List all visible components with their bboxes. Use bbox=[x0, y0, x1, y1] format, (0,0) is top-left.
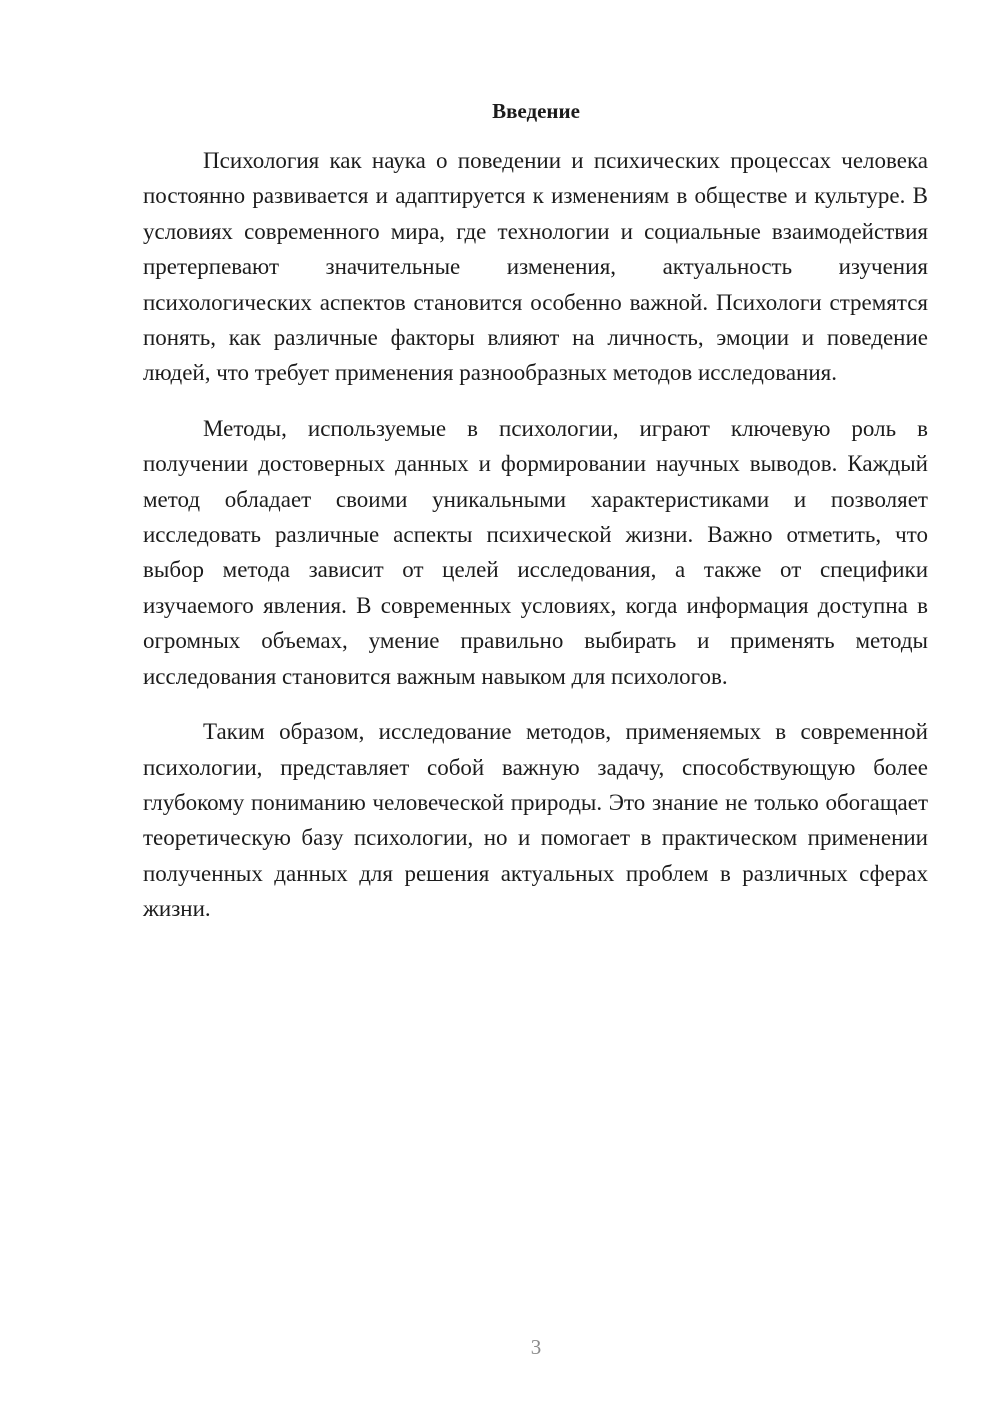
page-number: 3 bbox=[530, 1335, 542, 1359]
body-text bbox=[143, 143, 928, 947]
paragraph-1: Психология как наука о поведении и психических процессах человека постоянно развивается и адаптируется к изменениям в обществе и культуре. В условиях современного мира, где технологии и социальные взаимодействия претерпевают значительные изменения, актуальность изучения психологических аспектов становится особенно важной. Психологи стремятся понять, как различные факторы влияют на личность, эмоции и поведение людей, что требует применения разнообразных методов исследования. bbox=[143, 148, 928, 386]
section-heading: Введение bbox=[492, 99, 580, 123]
paragraph-2: Методы, используемые в психологии, играют ключевую роль в получении достоверных данных и формировании научных выводов. Каждый метод обладает своими уникальными характеристиками и позволяет исследовать различные аспекты психической жизни. Важно отметить, что выбор метода зависит от целей исследования, а также от специфики изучаемого явления. В современных условиях, когда информация доступна в огромных объемах, умение правильно выбирать и применять методы исследования становится важным навыком для психологов. bbox=[143, 415, 928, 689]
paragraph-3: Таким образом, исследование методов, применяемых в современной психологии, представляет собой важную задачу, способствующую более глубокому пониманию человеческой природы. Это знание не только обогащает теоретическую базу психологии, но и помогает в практическом применении полученных данных для решения актуальных проблем в различных сферах жизни. bbox=[143, 719, 928, 922]
